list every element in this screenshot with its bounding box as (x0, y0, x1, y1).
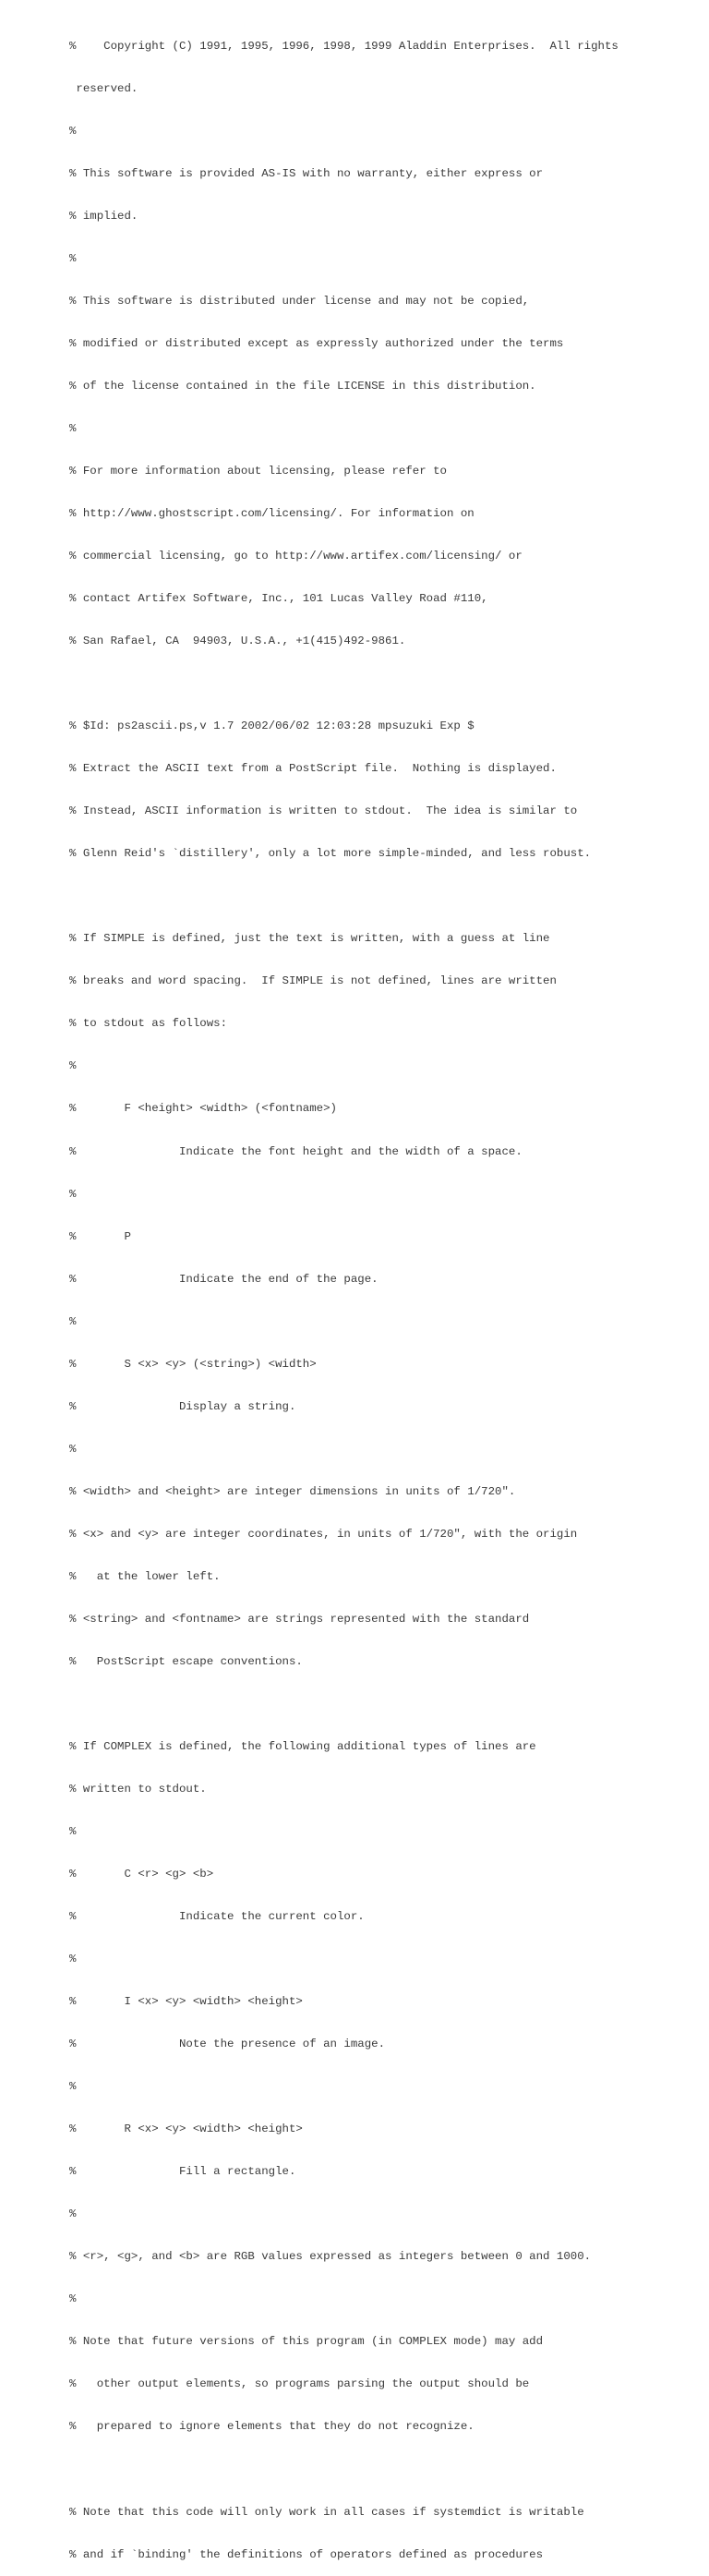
text-line: % For more information about licensing, please refer to (69, 465, 447, 478)
text-line: % Indicate the current color. (69, 1910, 365, 1924)
text-line: % Indicate the end of the page. (69, 1272, 379, 1286)
text-line: % other output elements, so programs parsing the output should be (69, 2377, 530, 2391)
text-line: % http://www.ghostscript.com/licensing/. For information on (69, 507, 475, 521)
blank-line (69, 677, 697, 691)
text-line: % of the license contained in the file LICENSE in this distribution. (69, 379, 536, 393)
source-text-document (69, 11, 697, 2576)
text-line: % (69, 1953, 77, 1966)
blank-line (69, 2462, 697, 2476)
text-line: % PostScript escape conventions. (69, 1654, 303, 1668)
text-line: % breaks and word spacing. If SIMPLE is not defined, lines are written (69, 974, 557, 988)
text-line: % If COMPLEX is defined, the following additional types of lines are (69, 1739, 536, 1753)
text-line: % (69, 1187, 77, 1201)
text-line: % This software is provided AS-IS with no warranty, either express or (69, 166, 544, 180)
text-line: % If SIMPLE is defined, just the text is written, with a guess at line (69, 932, 550, 946)
text-line: % P (69, 1229, 131, 1243)
text-line: % San Rafael, CA 94903, U.S.A., +1(415)492-9861. (69, 635, 406, 648)
text-line: % written to stdout. (69, 1782, 207, 1796)
text-line: % Glenn Reid's `distillery', only a lot more simple-minded, and less robust. (69, 847, 592, 861)
text-line: % and if `binding' the definitions of operators defined as procedures (69, 2547, 544, 2561)
text-line: % (69, 1442, 77, 1456)
text-line: % (69, 1059, 77, 1073)
text-line: % <x> and <y> are integer coordinates, in units of 1/720", with the origin (69, 1527, 578, 1541)
text-line: % Instead, ASCII information is written to stdout. The idea is similar to (69, 804, 578, 818)
blank-line (69, 889, 697, 903)
text-line: reserved. (69, 81, 138, 95)
text-line: % (69, 1825, 77, 1838)
text-line: % Note the presence of an image. (69, 2038, 386, 2051)
text-line: % (69, 124, 77, 138)
text-line: % Note that this code will only work in all cases if systemdict is writable (69, 2505, 584, 2519)
text-line: % contact Artifex Software, Inc., 101 Lucas Valley Road #110, (69, 592, 488, 606)
text-line: % to stdout as follows: (69, 1017, 228, 1031)
text-line: % Indicate the font height and the width of a space. (69, 1144, 523, 1158)
text-line: % $Id: ps2ascii.ps,v 1.7 2002/06/02 12:03:28 mpsuzuki Exp $ (69, 720, 475, 733)
text-line: % Fill a rectangle. (69, 2165, 296, 2179)
text-line: % implied. (69, 209, 138, 223)
text-line: % commercial licensing, go to http://www.artifex.com/licensing/ or (69, 550, 523, 563)
text-line: % prepared to ignore elements that they do not recognize. (69, 2420, 475, 2434)
text-line: % F <height> <width> (<fontname>) (69, 1102, 337, 1116)
text-line: % C <r> <g> <b> (69, 1868, 214, 1881)
text-line: % Display a string. (69, 1399, 296, 1413)
text-line: % <r>, <g>, and <b> are RGB values expressed as integers between 0 and 1000. (69, 2250, 592, 2264)
text-line: % Note that future versions of this program (in COMPLEX mode) may add (69, 2335, 544, 2349)
blank-line (69, 1698, 697, 1711)
text-line: % (69, 2080, 77, 2094)
text-line: % (69, 1314, 77, 1328)
text-line: % Extract the ASCII text from a PostScript file. Nothing is displayed. (69, 762, 557, 776)
text-line: % I <x> <y> <width> <height> (69, 1995, 303, 2009)
text-line: % (69, 2207, 77, 2221)
text-line: % (69, 251, 77, 265)
text-line: % modified or distributed except as expressly authorized under the terms (69, 336, 564, 350)
text-line: % This software is distributed under license and may not be copied, (69, 294, 530, 308)
text-line: % Copyright (C) 1991, 1995, 1996, 1998, 1999 Aladdin Enterprises. All rights (69, 39, 619, 53)
text-line: % (69, 421, 77, 435)
text-line: % <width> and <height> are integer dimensions in units of 1/720". (69, 1484, 516, 1498)
text-line: % <string> and <fontname> are strings represented with the standard (69, 1612, 530, 1626)
text-line: % S <x> <y> (<string>) <width> (69, 1357, 317, 1371)
text-line: % R <x> <y> <width> <height> (69, 2122, 303, 2136)
text-line: % at the lower left. (69, 1569, 221, 1583)
text-line: % (69, 2292, 77, 2306)
